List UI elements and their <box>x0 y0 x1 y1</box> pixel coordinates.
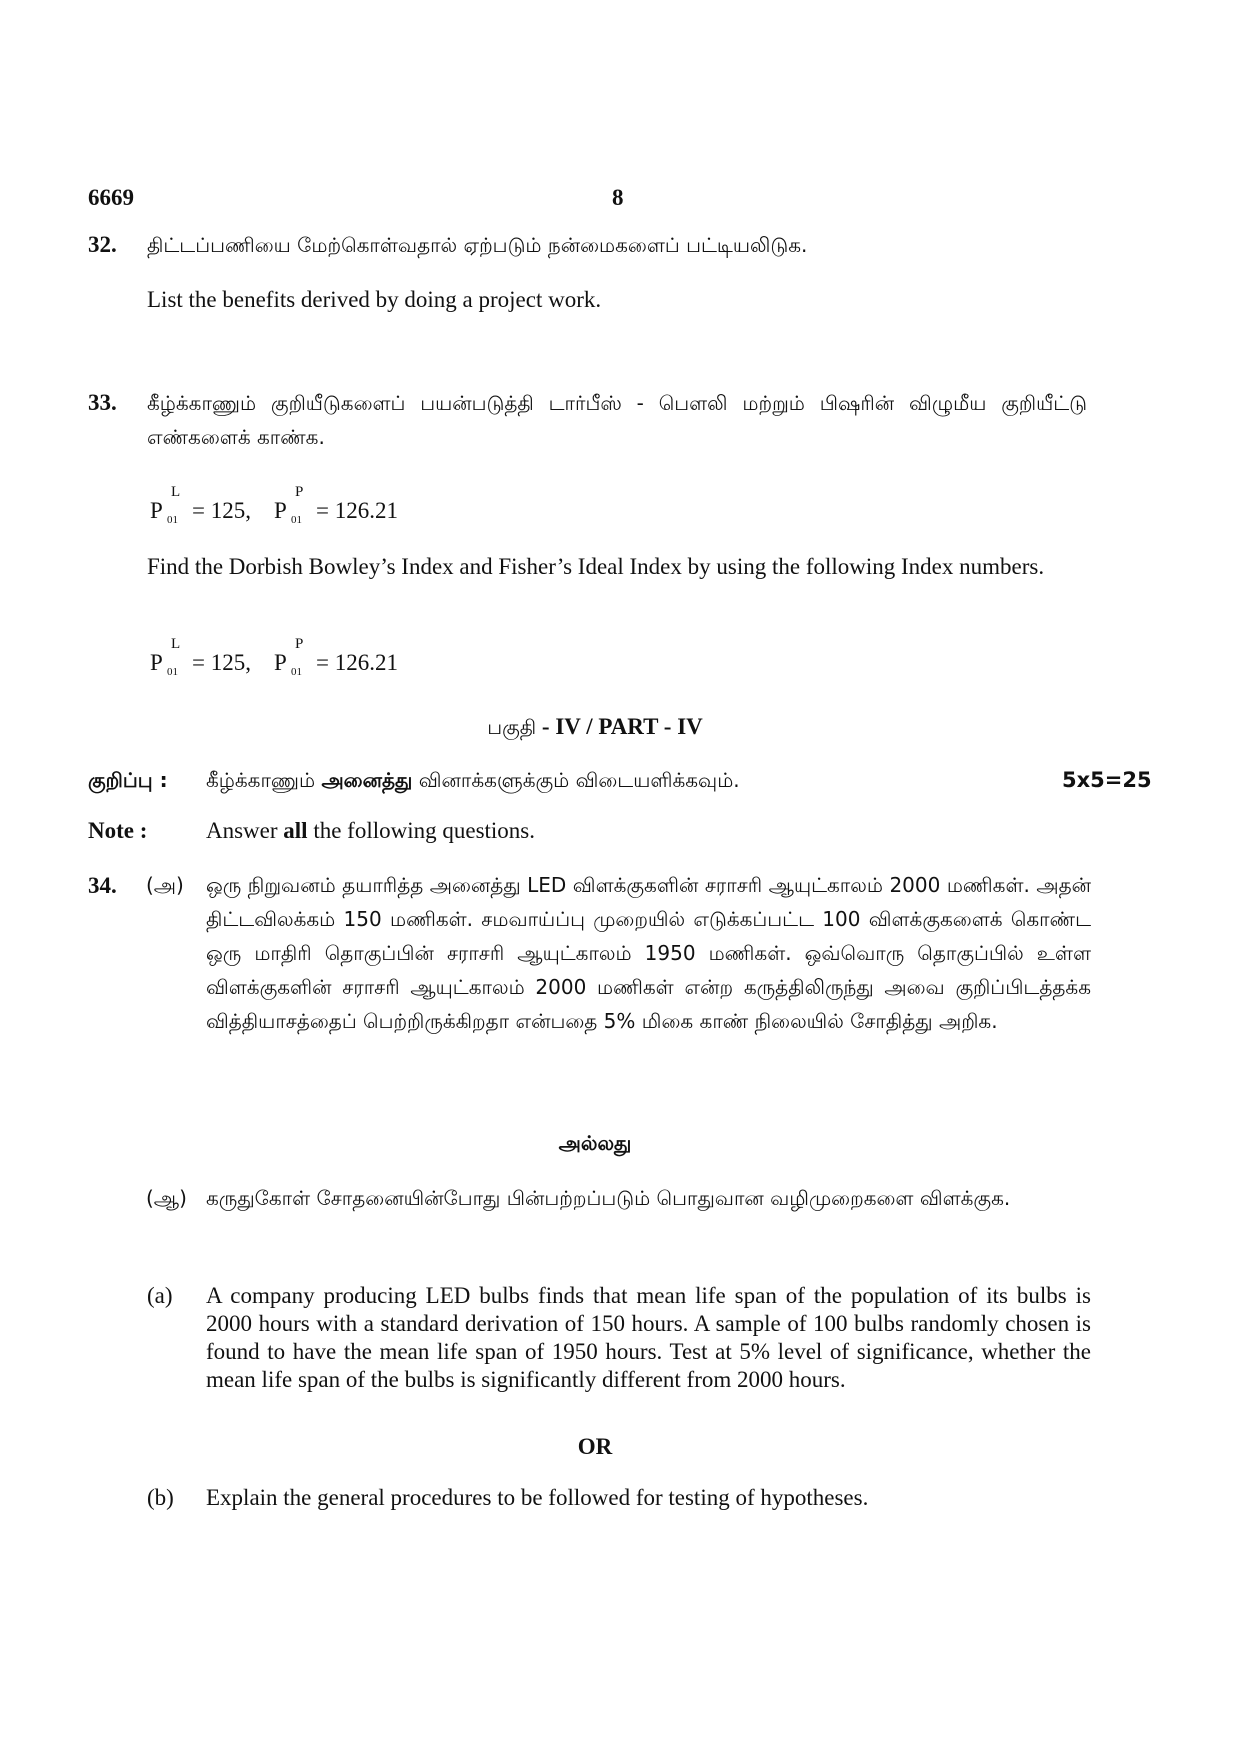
option-a-tamil-text: ஒரு நிறுவனம் தயாரித்த அனைத்து LED விளக்குகளின் சராசரி ஆயுட்காலம் 2000 மணிகள். அதன் திட்டவிலக்கம் 150 மணிகள். சமவாய்ப்பு முறையில் எடுக்கப்பட்ட 100 விளக்குகளைக் கொண்ட ஒரு மாதிரி தொகுப்பின் சராசரி ஆயுட்காலம் 1950 மணிகள். ஒவ்வொரு தொகுப்பில் உள்ள விளக்குகளின் சராசரி ஆயுட்காலம் 2000 மணிகள் என்ற கருத்திலிருந்து அவை குறிப்பிடத்தக்க வித்தியாசத்தைப் பெற்றிருக்கிறதா என்பதை 5% மிகை காண் நிலையில் சோதித்து அறிக. <box>206 873 1091 1033</box>
question-34-number: 34. <box>88 873 117 898</box>
option-b-english-text: Explain the general procedures to be followed for testing of hypotheses. <box>206 1485 869 1510</box>
part-separator: - <box>658 714 678 739</box>
formula-value-p: = 126.21 <box>316 650 398 675</box>
page-number: 8 <box>612 185 624 210</box>
option-a-tamil-label: (அ) <box>146 873 184 897</box>
note-english-text <box>206 817 1006 845</box>
index-formula-tamil <box>150 484 450 534</box>
formula-symbol: P <box>274 498 287 523</box>
or-tamil: அல்லது <box>558 1131 632 1155</box>
part-slash: / <box>580 714 599 739</box>
question-32-number: 32. <box>88 232 117 257</box>
formula-sup-l: L <box>171 636 181 652</box>
part-separator: - <box>536 714 556 739</box>
part-heading <box>0 710 1190 744</box>
part-roman-1: IV <box>555 714 581 739</box>
formula-sub: 01 <box>291 514 302 526</box>
formula-value-l: = 125, <box>192 650 251 675</box>
formula-symbol: P <box>150 650 163 675</box>
formula-value-p: = 126.21 <box>316 498 398 523</box>
question-33-tamil: கீழ்க்காணும் குறியீடுகளைப் பயன்படுத்தி டார்பீஸ் - பௌலி மற்றும் பிஷரின் விழுமீய குறியீட்டு எண்களைக் காண்க. <box>147 391 1087 449</box>
formula-sup-p: P <box>295 484 304 500</box>
option-a-english-label: (a) <box>147 1283 173 1308</box>
note-english-label: Note : <box>88 818 148 843</box>
question-33-number: 33. <box>88 390 117 415</box>
note-tamil-before: கீழ்க்காணும் <box>206 768 322 792</box>
exam-code: 6669 <box>88 185 134 210</box>
marks-allocation: 5x5=25 <box>1062 768 1152 792</box>
note-english-bold: all <box>283 818 308 843</box>
part-tamil-word: பகுதி <box>487 715 537 739</box>
part-label: PART <box>598 714 659 739</box>
formula-sub: 01 <box>291 666 302 678</box>
formula-value-l: = 125, <box>192 498 251 523</box>
formula-symbol: P <box>150 498 163 523</box>
question-33-english: Find the Dorbish Bowley’s Index and Fisher’s Ideal Index by using the following Index numbers. <box>147 554 1045 579</box>
note-english-before: Answer <box>206 818 284 843</box>
part-roman-2: IV <box>677 714 703 739</box>
note-tamil-label: குறிப்பு : <box>88 768 168 792</box>
option-b-tamil-text: கருதுகோள் சோதனையின்போது பின்பற்றப்படும் பொதுவான வழிமுறைகளை விளக்குக. <box>206 1186 1011 1210</box>
note-english-after: the following questions. <box>307 818 536 843</box>
formula-sub: 01 <box>167 666 178 678</box>
formula-sub: 01 <box>167 514 178 526</box>
option-a-english-text: A company producing LED bulbs finds that mean life span of the population of its bulbs is 2000 hours with a standard derivation of 150 hours. A sample of 100 bulbs randomly chosen is found to have the mean life span of 1950 hours. Test at 5% level of significance, whether the mean life span of the bulbs is significantly different from 2000 hours. <box>206 1283 1091 1392</box>
option-b-tamil-label: (ஆ) <box>146 1186 187 1210</box>
note-tamil-bold: அனைத்து <box>321 768 413 792</box>
or-english: OR <box>577 1434 613 1459</box>
index-formula-english <box>150 636 450 686</box>
formula-sup-p: P <box>295 636 304 652</box>
question-32-english: List the benefits derived by doing a project work. <box>147 287 602 312</box>
formula-sup-l: L <box>171 484 181 500</box>
formula-symbol: P <box>274 650 287 675</box>
note-tamil-text <box>206 763 1006 797</box>
note-tamil-after: வினாக்களுக்கும் விடையளிக்கவும். <box>412 768 740 792</box>
question-32-tamil: திட்டப்பணியை மேற்கொள்வதால் ஏற்படும் நன்மைகளைப் பட்டியலிடுக. <box>147 233 808 257</box>
option-b-english-label: (b) <box>147 1485 174 1510</box>
